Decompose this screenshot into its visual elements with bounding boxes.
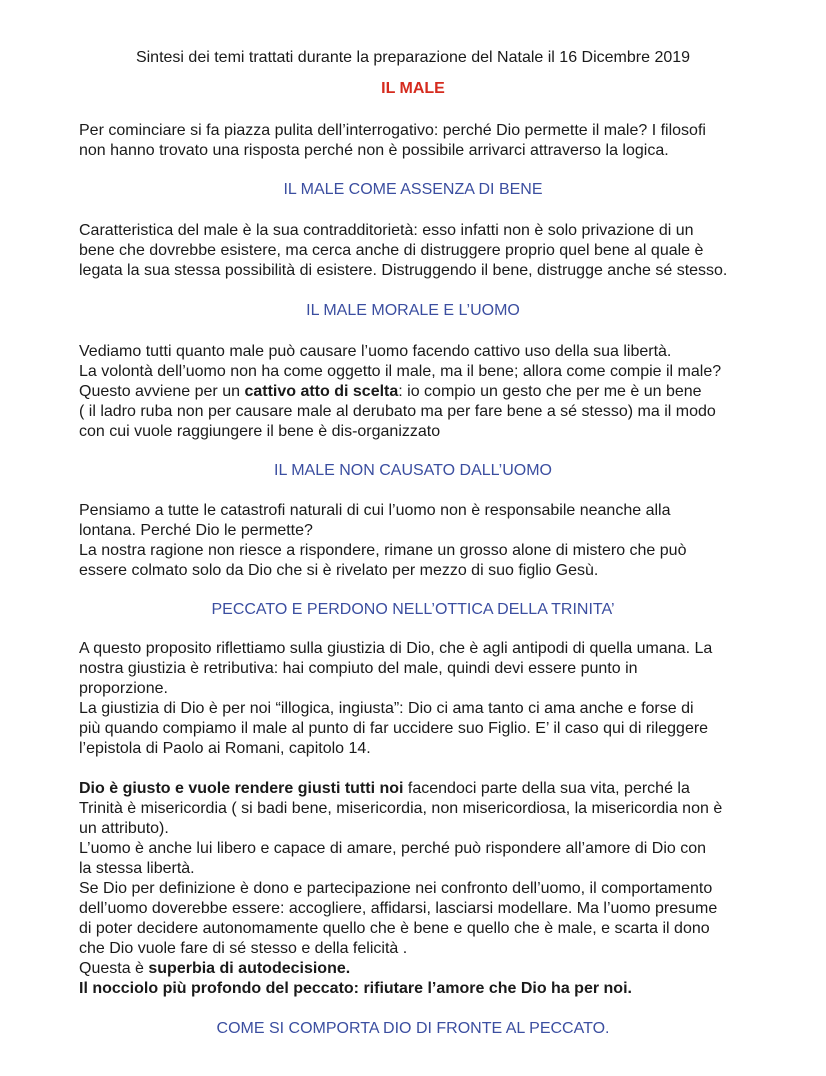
text-line: lontana. Perché Dio le permette? xyxy=(79,522,313,539)
text-line: più quando compiamo il male al punto di far uccidere suo Figlio. E’ il caso qui di rileggere xyxy=(79,720,709,737)
section-heading-final: COME SI COMPORTA DIO DI FRONTE AL PECCATO. xyxy=(216,1020,610,1037)
text-line: La giustizia di Dio è per noi “illogica, ingiusta”: Dio ci ama tanto ci ama anche e forse di xyxy=(79,700,694,717)
text-line: L’uomo è anche lui libero e capace di amare, perché può rispondere all’amore di Dio con xyxy=(79,840,707,857)
text-line: proporzione. xyxy=(79,680,168,697)
section-heading-trinita: PECCATO E PERDONO NELL’OTTICA DELLA TRINITA’ xyxy=(211,601,615,618)
text-fragment: : io compio un gesto che per me è un bene xyxy=(398,383,702,400)
text-fragment: facendoci parte della sua vita, perché la xyxy=(403,780,690,797)
bold-phrase-nocciolo: Il nocciolo più profondo del peccato: rifiutare l’amore che Dio ha per noi. xyxy=(79,980,632,997)
text-line-superbia xyxy=(79,959,759,979)
text-line: Se Dio per definizione è dono e partecipazione nei confronto dell’uomo, il comportamento xyxy=(79,880,713,897)
text-line: un attributo). xyxy=(79,820,169,837)
text-line: La nostra ragione non riesce a rispondere, rimane un grosso alone di mistero che può xyxy=(79,542,687,559)
text-line: bene che dovrebbe esistere, ma cerca anche di distruggere proprio quel bene al quale è xyxy=(79,242,704,259)
text-line-scelta xyxy=(79,382,759,402)
text-line: l’epistola di Paolo ai Romani, capitolo 14. xyxy=(79,740,371,757)
text-line: la stessa libertà. xyxy=(79,860,195,877)
text-line: A questo proposito riflettiamo sulla giustizia di Dio, che è agli antipodi di quella umana. La xyxy=(79,640,713,657)
text-line-nocciolo xyxy=(79,979,759,999)
text-line: La volontà dell’uomo non ha come oggetto il male, ma il bene; allora come compie il male? xyxy=(79,363,722,380)
paragraph-closing xyxy=(79,779,759,999)
text-line: Vediamo tutti quanto male può causare l’uomo facendo cattivo uso della sua libertà. xyxy=(79,343,672,360)
text-line: Caratteristica del male è la sua contradditorietà: esso infatti non è solo privazione di un xyxy=(79,222,694,239)
text-line: non hanno trovato una risposta perché non è possibile arrivarci attraverso la logica. xyxy=(79,142,669,159)
main-heading: IL MALE xyxy=(381,80,445,97)
text-line: legata la sua stessa possibilità di esistere. Distruggendo il bene, distrugge anche sé stesso. xyxy=(79,262,728,279)
intro-paragraph xyxy=(79,121,759,161)
section-heading-morale: IL MALE MORALE E L’UOMO xyxy=(306,302,520,319)
paragraph-trinita xyxy=(79,639,759,759)
bold-phrase-superbia: superbia di autodecisione. xyxy=(148,960,351,977)
paragraph-non-causato xyxy=(79,501,759,581)
text-line: Trinità è misericordia ( si badi bene, misericordia, non misericordiosa, la misericordia non è xyxy=(79,800,723,817)
text-line: con cui vuole raggiungere il bene è dis-organizzato xyxy=(79,423,441,440)
text-fragment: Questa è xyxy=(79,960,149,977)
text-fragment: Questo avviene per un xyxy=(79,383,245,400)
paragraph-assenza xyxy=(79,221,759,281)
text-line: essere colmato solo da Dio che si è rivelato per mezzo di suo figlio Gesù. xyxy=(79,562,599,579)
bold-phrase-scelta: cattivo atto di scelta xyxy=(244,383,399,400)
text-line: ( il ladro ruba non per causare male al derubato ma per fare bene a sé stesso) ma il modo xyxy=(79,403,716,420)
text-line: Per cominciare si fa piazza pulita dell’interrogativo: perché Dio permette il male? I filosofi xyxy=(79,122,706,139)
paragraph-morale xyxy=(79,342,759,442)
text-line: nostra giustizia è retributiva: hai compiuto del male, quindi devi essere punto in xyxy=(79,660,638,677)
text-line-giusto xyxy=(79,779,759,799)
bold-phrase-giusto: Dio è giusto e vuole rendere giusti tutti noi xyxy=(79,780,404,797)
text-line: dell’uomo doverebbe essere: accogliere, affidarsi, lasciarsi modellare. Ma l’uomo presume xyxy=(79,900,718,917)
section-heading-non-causato: IL MALE NON CAUSATO DALL’UOMO xyxy=(274,462,552,479)
text-line: Pensiamo a tutte le catastrofi naturali di cui l’uomo non è responsabile neanche alla xyxy=(79,502,671,519)
text-line: che Dio vuole fare di sé stesso e della felicità . xyxy=(79,940,408,957)
document-title: Sintesi dei temi trattati durante la preparazione del Natale il 16 Dicembre 2019 xyxy=(135,49,691,66)
text-line: di poter decidere autonomamente quello che è bene e quello che è male, e scarta il dono xyxy=(79,920,710,937)
section-heading-assenza: IL MALE COME ASSENZA DI BENE xyxy=(283,181,543,198)
